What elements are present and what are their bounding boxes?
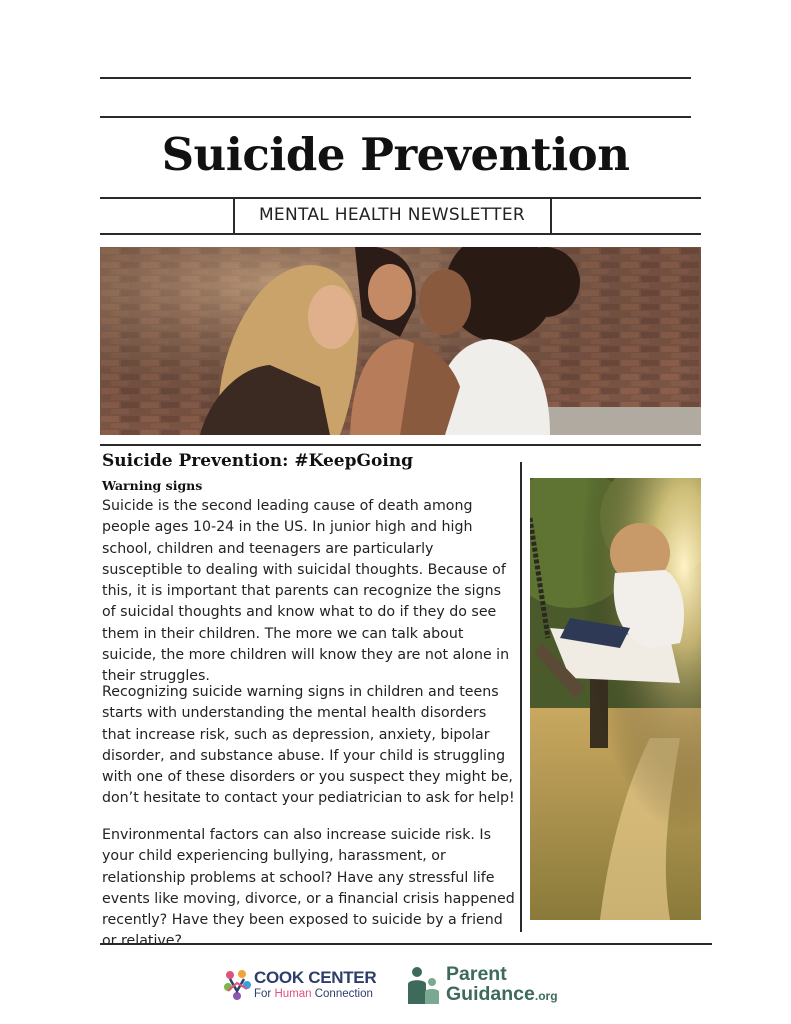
cook-tagline-prefix: For <box>254 988 275 1000</box>
header-rule-second <box>100 116 691 118</box>
cook-center-logo[interactable] <box>222 967 387 1005</box>
cook-center-people-icon <box>222 969 252 1003</box>
article-paragraph-3: Environmental factors can also increase suicide risk. Is your child experiencing bullying, harassment, or relationship problems at school? Have any stressful life events like moving, divorce, or a financial crisis happened recently? Have they been exposed to suicide by a friend or relative? <box>102 827 515 950</box>
hero-rule-bottom <box>100 444 701 446</box>
newsletter-subtitle: MENTAL HEALTH NEWSLETTER <box>258 205 526 225</box>
subtitle-rule-top <box>100 197 701 199</box>
footer <box>0 962 791 1012</box>
article-paragraph-2: Recognizing suicide warning signs in children and teens starts with understanding the mental health disorders that increase risk, such as depression, anxiety, bipolar disorder, and substance abuse. If your child is struggling with one of these disorders or you suspect they might be, don’t hesitate to contact your pediatrician to ask for help! <box>102 684 515 807</box>
hero-photo <box>100 247 701 435</box>
hero-photo-illustration <box>100 247 701 435</box>
footer-rule <box>100 943 712 945</box>
subtitle-rule-bottom <box>100 233 701 235</box>
parent-guidance-logo[interactable] <box>406 964 581 1008</box>
side-photo <box>530 478 701 920</box>
cook-tagline-suffix: Connection <box>311 988 373 1000</box>
cook-center-tagline <box>254 988 373 1000</box>
side-photo-illustration <box>530 478 701 920</box>
cook-tagline-accent: Human <box>274 988 312 1000</box>
pg-line1: Parent <box>446 963 507 985</box>
article-paragraph-1: Suicide is the second leading cause of death among people ages 10-24 in the US. In junior high and high school, children and teenagers are particularly susceptible to dealing with suicidal thoughts. Because of this, it is important that parents can recognize the signs of suicidal thoughts and know what to do if they do see them in their children. The more we can talk about suicide, the more children will know they are not alone in their struggles. <box>102 498 510 685</box>
article-title: Suicide Prevention: #KeepGoing <box>102 451 414 471</box>
parent-guidance-family-icon <box>406 966 440 1006</box>
pg-suffix: .org <box>534 989 558 1003</box>
cook-center-name: COOK CENTER <box>254 968 377 987</box>
parent-guidance-wordmark <box>446 964 558 1006</box>
column-divider <box>520 462 522 932</box>
subtitle-box-right <box>550 197 552 233</box>
header-rule-top <box>100 77 691 79</box>
pg-line2: Guidance <box>446 983 535 1005</box>
section-title: Warning signs <box>102 478 203 493</box>
page-title: Suicide Prevention <box>161 128 630 181</box>
